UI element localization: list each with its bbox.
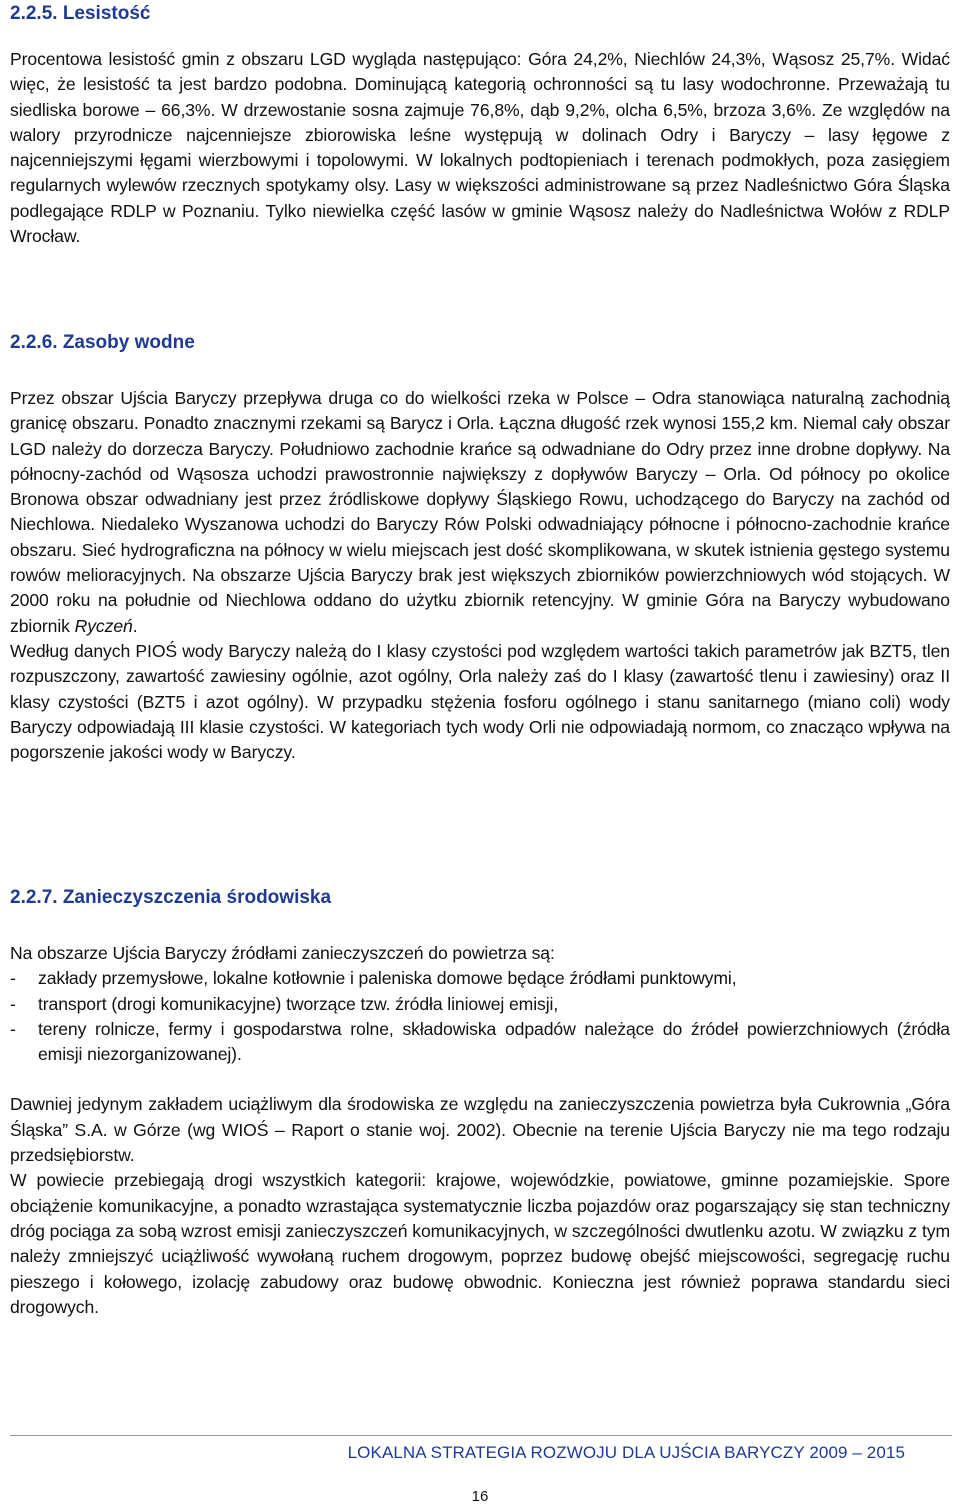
paragraph-intro: Na obszarze Ujścia Baryczy źródłami zanieczyszczeń do powietrza są: <box>10 943 555 963</box>
footer-title: LOKALNA STRATEGIA ROZWOJU DLA UJŚCIA BARYCZY 2009 – 2015 <box>347 1443 905 1462</box>
paragraph-text <box>10 386 950 639</box>
list-item: - transport (drogi komunikacyjne) tworzące tzw. źródła liniowej emisji, <box>10 992 950 1017</box>
paragraph-zanieczyszczenia <box>10 941 950 1320</box>
paragraph-text-end: . <box>132 615 138 636</box>
list-item: - tereny rolnicze, fermy i gospodarstwa rolne, składowiska odpadów należące do źródeł powierzchniowych (źródła emisji niezorganizowanej). <box>10 1017 950 1068</box>
paragraph-zasoby-wodne-1 <box>10 386 950 765</box>
paragraph-lesistosc <box>10 47 950 249</box>
list-item: - zakłady przemysłowe, lokalne kotłownie i paleniska domowe będące źródłami punktowymi, <box>10 966 950 991</box>
page-number: 16 <box>471 1488 489 1505</box>
emission-sources-list <box>10 966 950 1067</box>
reservoir-name: Ryczeń <box>74 615 133 636</box>
paragraph-gap <box>10 1067 950 1092</box>
paragraph-cukrownia: Dawniej jedynym zakładem uciążliwym dla środowiska ze względu na zanieczyszczenia powietrza była Cukrownia „Góra Śląska” S.A. w Górze (wg WIOŚ – Raport o stanie woj. 2002). Obecnie na terenie Ujścia Baryczy nie ma tego rodzaju przedsiębiorstw. <box>10 1094 950 1166</box>
section-heading-zanieczyszczenia: 2.2.7. Zanieczyszczenia środowiska <box>10 887 332 908</box>
paragraph-zasoby-wodne-2: Według danych PIOŚ wody Baryczy należą do I klasy czystości pod względem wartości takich parametrów jak BZT5, tlen rozpuszczony, zawartość zawiesiny ogólnie, azot ogólny, Orla należy zaś do I klasy (zawartość tlenu i zawiesiny) oraz II klasy czystości (BZT5 i azot ogólny). W przypadku stężenia fosforu ogólnego i stanu sanitarnego (miano coli) wody Baryczy odpowiadają III klasie czystości. W kategoriach tych wody Orli nie odpowiadają normom, co znacząco wpływa na pogorszenie jakości wody w Baryczy. <box>10 640 950 763</box>
paragraph-drogi: W powiecie przebiegają drogi wszystkich kategorii: krajowe, wojewódzkie, powiatowe, gminne pozamiejskie. Spore obciążenie komunikacyjne, a ponadto wzrastająca systematycznie liczba pojazdów oraz pogarszający się stan techniczny dróg pociąga za sobą wzrost emisji zanieczyszczeń komunikacyjnych, w szczególności dwutlenku azotu. W związku z tym należy zmniejszyć uciążliwość wywołaną ruchem drogowym, poprzez budowę obejść miejscowości, segregację ruchu pieszego i kołowego, izolację zabudowy oraz budowę obwodnic. Konieczna jest również poprawa standardu sieci drogowych. <box>10 1170 950 1317</box>
paragraph-text-main: Przez obszar Ujścia Baryczy przepływa druga co do wielkości rzeka w Polsce – Odra stanowiąca naturalną zachodnią granicę obszaru. Ponadto znacznymi rzekami są Barycz i Orla. Łączna długość rzek wynosi 155,2 km. Niemal cały obszar LGD należy do dorzecza Baryczy. Południowo zachodnie krańce są odwadniane do Odry przez inne drobne dopływy. Na północny-zachód od Wąsosza uchodzi prawostronnie największy z dopływów Baryczy – Orla. Od północy po okolice Bronowa obszar odwadniany jest przez źródliskowe dopływy Śląskiego Rowu, uchodzącego do Baryczy na zachód od Niechlowa. Niedaleko Wyszanowa uchodzi do Baryczy Rów Polski odwadniający północne i północno-zachodnie krańce obszaru. Sieć hydrograficzna na północy w wielu miejscach jest dość skomplikowana, w skutek istnienia gęstego systemu rowów melioracyjnych. Na obszarze Ujścia Baryczy brak jest większych zbiorników powierzchniowych wód stojących. W 2000 roku na południe od Niechlowa oddano do użytku zbiornik retencyjny. W gminie Góra na Baryczy wybudowano zbiornik <box>10 388 950 636</box>
paragraph-text: Procentowa lesistość gmin z obszaru LGD wygląda następująco: Góra 24,2%, Niechlów 24,3%, Wąsosz 25,7%. Widać więc, że lesistość ta jest bardzo podobna. Dominującą kategorią ochronności są tu lasy wodochronne. Przeważają tu siedliska borowe – 66,3%. W drzewostanie sosna zajmuje 76,8%, dąb 9,2%, olcha 6,5%, brzoza 3,6%. Ze względów na walory przyrodnicze najcenniejsze zbiorowiska leśne występują w dolinach Odry i Baryczy – lasy łęgowe z najcenniejszymi łęgami wierzbowymi i topolowymi. W lokalnych podtopieniach i terenach podmokłych, poza zasięgiem regularnych wylewów rzecznych spotykamy olsy. Lasy w większości administrowane są przez Nadleśnictwo Góra Śląska podlegające RDLP w Poznaniu. Tylko niewielka część lasów w gminie Wąsosz należy do Nadleśnictwa Wołów z RDLP Wrocław. <box>10 49 950 247</box>
section-heading-zasoby-wodne: 2.2.6. Zasoby wodne <box>10 332 195 353</box>
footer-divider <box>10 1435 952 1436</box>
section-heading-lesistosc: 2.2.5. Lesistość <box>10 3 151 24</box>
